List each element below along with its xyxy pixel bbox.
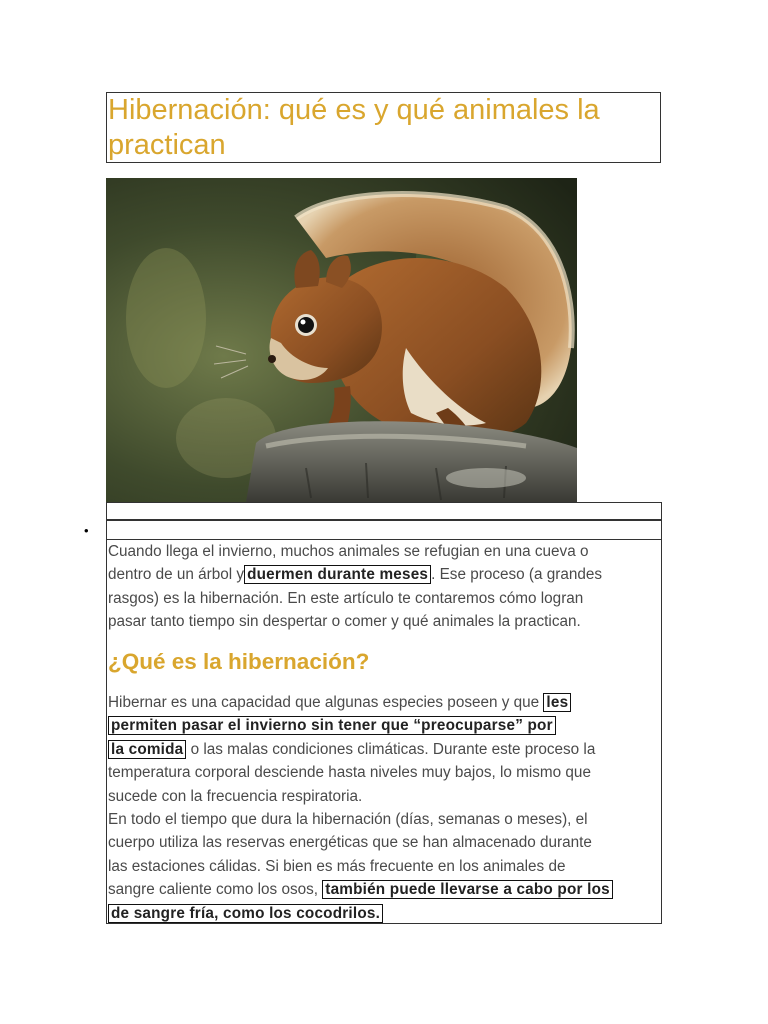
article-title-box bbox=[106, 92, 661, 163]
highlight-comida: la comida bbox=[108, 740, 186, 759]
highlight-cocodrilos: de sangre fría, como los cocodrilos. bbox=[108, 904, 383, 923]
intro-paragraph: Cuando llega el invierno, muchos animales se refugian en una cueva o dentro de un árbol y duermen durante meses . Ese proceso (a grandes rasgos) es la hibernación. En este artículo te contaremos cómo logran pasar tanto tiempo sin despertar o comer y qué animales la practican. bbox=[108, 543, 603, 631]
article-title: Hibernación: qué es y qué animales la practican bbox=[108, 94, 600, 161]
list-bullet: • bbox=[84, 523, 89, 538]
hibernation-paragraph: Hibernar es una capacidad que algunas especies poseen y que les permiten pasar el invierno sin tener que “preocuparse” por la comida o las malas condiciones climáticas. Durante este proceso la temperatura corporal desciende hasta niveles muy bajos, lo mismo que sucede con la frecuencia respiratoria. En todo el tiempo que dura la hibernación (días, semanas o meses), el cuerpo utiliza las reservas energéticas que se han almacenado durante las estaciones cálidas. Si bien es más frecuente en los animales de sangre caliente como los osos, también puede llevarse a cabo por los de sangre fría, como los cocodrilos. bbox=[108, 691, 613, 925]
empty-frame bbox=[106, 502, 662, 520]
highlight-les: les bbox=[543, 693, 571, 712]
highlight-sangre-fria: también puede llevarse a cabo por los bbox=[322, 880, 613, 899]
highlight-permiten: permiten pasar el invierno sin tener que “preocuparse” por bbox=[108, 716, 556, 735]
squirrel-photo bbox=[106, 178, 577, 502]
article-body bbox=[106, 540, 662, 924]
empty-frame bbox=[106, 520, 662, 540]
section-heading: ¿Qué es la hibernación? bbox=[108, 649, 370, 674]
highlight-duermen: duermen durante meses bbox=[244, 565, 431, 584]
